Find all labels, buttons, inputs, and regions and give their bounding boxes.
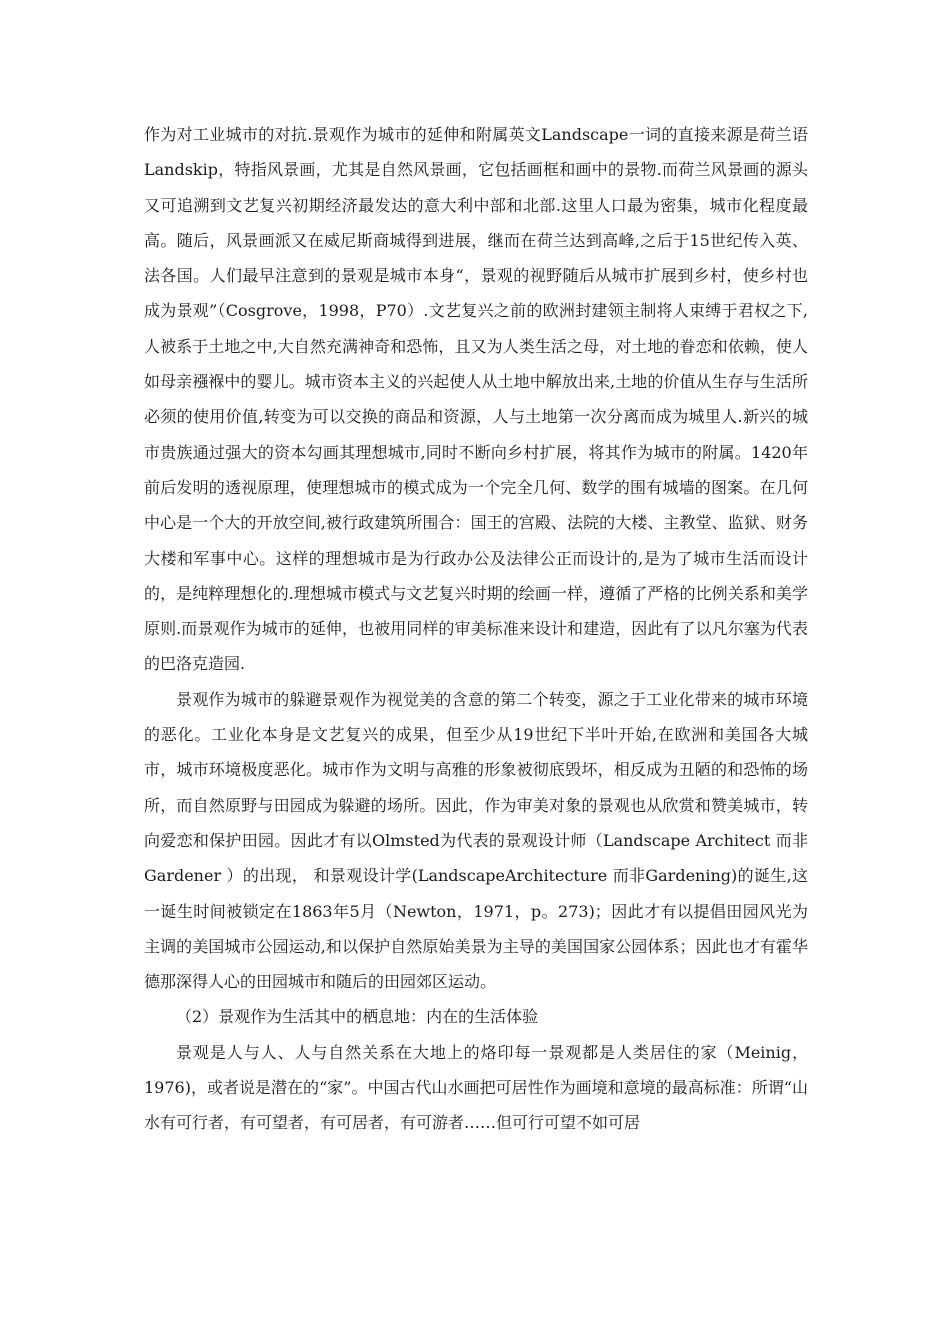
section-heading-habitat: （2）景观作为生活其中的栖息地：内在的生活体验 (176, 1007, 539, 1027)
paragraph-landscape-as-city-escape: 景观作为城市的躲避景观作为视觉美的含意的第二个转变，源之于工业化带来的城市环境的恶化。工业化本身是文艺复兴的成果，但至少从19世纪下半叶开始,在欧洲和美国各大城市，城市环境极度恶化。城市作为文明与高雅的形象被彻底毁坏，相反成为丑陋的和恐怖的场所，而自然原野与田园成为躲避的场所。因此，作为审美对象的景观也从欣赏和赞美城市，转向爱恋和保护田园。因此才有以Olmsted为代表的景观设计师（Landscape Architect 而非 Gardener ）的出现， 和景观设计学(LandscapeArchitecture 而非Gardening)的诞生,这一诞生时间被锁定在1863年5月（Newton，1971，p。273)；因此才有以提倡田园风光为主调的美国城市公园运动,和以保护自然原始美景为主导的美国国家公园体系；因此也才有霍华德那深得人心的田园城市和随后的田园郊区运动。 (144, 689, 808, 992)
document-body (144, 117, 808, 1141)
paragraph-landscape-as-home: 景观是人与人、人与自然关系在大地上的烙印每一景观都是人类居住的家（Meinig，1976)，或者说是潜在的“家”。中国古代山水画把可居性作为画境和意境的最高标准：所谓“山水有可行者，有可望者，有可居者，有可游者……但可行可望不如可居 (144, 1042, 808, 1133)
paragraph-landscape-as-city-extension: 作为对工业城市的对抗.景观作为城市的延伸和附属英文Landscape一词的直接来源是荷兰语Landskip，特指风景画，尤其是自然风景画，它包括画框和画中的景物.而荷兰风景画的源头又可追溯到文艺复兴初期经济最发达的意大利中部和北部.这里人口最为密集，城市化程度最高。随后，风景画派又在威尼斯商城得到进展，继而在荷兰达到高峰,之后于15世纪传入英、法各国。人们最早注意到的景观是城市本身“，景观的视野随后从城市扩展到乡村，使乡村也成为景观”（Cosgrove，1998，P70）.文艺复兴之前的欧洲封建领主制将人束缚于君权之下,人被系于土地之中,大自然充满神奇和恐怖，且又为人类生活之母，对土地的眷恋和依赖，使人如母亲襁褓中的婴儿。城市资本主义的兴起使人从土地中解放出来,土地的价值从生存与生活所必须的使用价值,转变为可以交换的商品和资源，人与土地第一次分离而成为城里人.新兴的城市贵族通过强大的资本勾画其理想城市,同时不断向乡村扩展，将其作为城市的附属。1420年前后发明的透视原理，使理想城市的模式成为一个完全几何、数学的围有城墙的图案。在几何中心是一个大的开放空间,被行政建筑所围合：国王的宫殿、法院的大楼、主教堂、监狱、财务大楼和军事中心。这样的理想城市是为行政办公及法律公正而设计的,是为了城市生活而设计的，是纯粹理想化的.理想城市模式与文艺复兴时期的绘画一样，遵循了严格的比例关系和美学原则.而景观作为城市的延伸，也被用同样的审美标准来设计和建造，因此有了以凡尔塞为代表的巴洛克造园. (144, 125, 808, 674)
